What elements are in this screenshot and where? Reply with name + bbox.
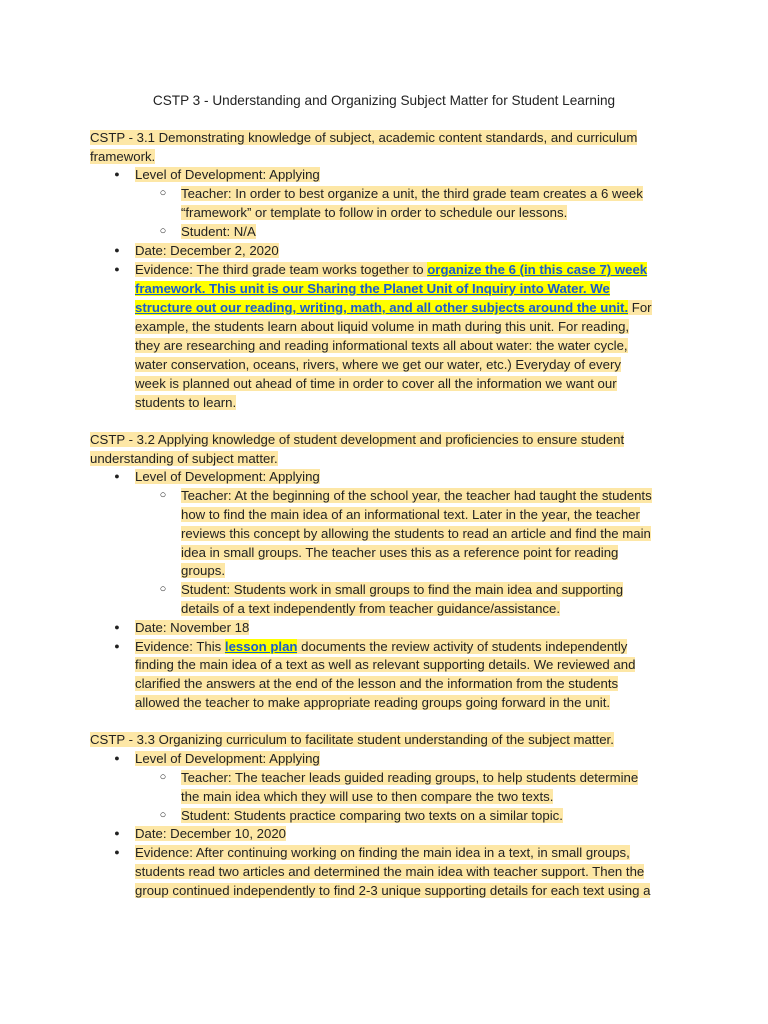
evidence-text: Evidence: This [135, 639, 225, 654]
bullet-icon: ● [114, 622, 120, 632]
level-of-development: Level of Development: Applying [135, 469, 320, 484]
evidence-link-cont[interactable]: framework. This unit is our Sharing the Planet Unit of Inquiry into Water. We [135, 281, 610, 296]
sub-bullet-icon: ○ [159, 583, 167, 595]
bullet-icon: ● [114, 245, 120, 255]
teacher-note-cont: idea in small groups. The teacher uses this as a reference point for reading [181, 545, 619, 560]
bullet-icon: ● [114, 828, 120, 838]
bullet-icon: ● [114, 471, 120, 481]
student-note: Student: N/A [181, 224, 256, 239]
student-note: Student: Students work in small groups to find the main idea and supporting [181, 582, 624, 597]
section-heading-cont: framework. [90, 149, 156, 164]
section-heading: CSTP - 3.3 Organizing curriculum to facilitate student understanding of the subject matter. [90, 732, 614, 747]
evidence-text: allowed the teacher to make appropriate reading groups going forward in the unit. [135, 695, 611, 710]
teacher-note-cont: groups. [181, 563, 225, 578]
evidence-text: Evidence: After continuing working on finding the main idea in a text, in small groups, [135, 845, 630, 860]
section-heading: CSTP - 3.1 Demonstrating knowledge of subject, academic content standards, and curriculum [90, 130, 638, 145]
date-entry: Date: December 2, 2020 [135, 243, 279, 258]
bullet-icon: ● [114, 169, 120, 179]
sub-bullet-icon: ○ [159, 771, 167, 783]
sub-bullet-icon: ○ [159, 225, 167, 237]
bullet-icon: ● [114, 847, 120, 857]
sub-bullet-icon: ○ [159, 809, 167, 821]
level-of-development: Level of Development: Applying [135, 751, 320, 766]
evidence-text: documents the review activity of students independently [297, 639, 628, 654]
teacher-note-cont: how to find the main idea of an informational text. Later in the year, the teacher [181, 507, 640, 522]
date-entry: Date: December 10, 2020 [135, 826, 287, 841]
evidence-text: they are researching and reading informational texts all about water: the water cycle, [135, 338, 628, 353]
section-heading: CSTP - 3.2 Applying knowledge of student development and proficiencies to ensure student [90, 432, 625, 447]
level-of-development: Level of Development: Applying [135, 167, 320, 182]
teacher-note: Teacher: In order to best organize a unit, the third grade team creates a 6 week [181, 186, 643, 201]
date-entry: Date: November 18 [135, 620, 250, 635]
bullet-icon: ● [114, 641, 120, 651]
page-title: CSTP 3 - Understanding and Organizing Subject Matter for Student Learning [152, 93, 616, 108]
teacher-note-cont: the main idea which they will use to then compare the two texts. [181, 789, 554, 804]
student-note-cont: details of a text independently from teacher guidance/assistance. [181, 601, 561, 616]
bullet-icon: ● [114, 264, 120, 274]
evidence-text: For [628, 300, 652, 315]
evidence-text: week is planned out ahead of time in order to cover all the information we want our [135, 376, 617, 391]
evidence-text: water conservation, oceans, rivers, where we get our water, etc.) Everyday of every [135, 357, 621, 372]
evidence-text: example, the students learn about liquid volume in math during this unit. For reading, [135, 319, 630, 334]
evidence-text: students to learn. [135, 395, 237, 410]
lesson-plan-link[interactable]: lesson plan [224, 639, 298, 654]
evidence-link[interactable]: organize the 6 (in this case 7) week [427, 262, 648, 277]
evidence-text: finding the main idea of a text as well as relevant supporting details. We reviewed and [135, 657, 636, 672]
sub-bullet-icon: ○ [159, 489, 167, 501]
teacher-note: Teacher: The teacher leads guided reading groups, to help students determine [181, 770, 639, 785]
section-heading-cont: understanding of subject matter. [90, 451, 278, 466]
evidence-text: clarified the answers at the end of the lesson and the information from the students [135, 676, 619, 691]
teacher-note: Teacher: At the beginning of the school year, the teacher had taught the students [181, 488, 652, 503]
evidence-text: students read two articles and determined the main idea with teacher support. Then the [135, 864, 645, 879]
bullet-icon: ● [114, 753, 120, 763]
evidence-text: group continued independently to find 2-3 unique supporting details for each text using a [135, 883, 651, 898]
teacher-note-cont: reviews this concept by allowing the students to read an article and find the main [181, 526, 651, 541]
teacher-note-cont: “framework” or template to follow in order to schedule our lessons. [181, 205, 568, 220]
evidence-text: Evidence: The third grade team works together to [135, 262, 428, 277]
evidence-link-cont[interactable]: structure out our reading, writing, math, and all other subjects around the unit. [135, 300, 629, 315]
student-note: Student: Students practice comparing two texts on a similar topic. [181, 808, 563, 823]
sub-bullet-icon: ○ [159, 187, 167, 199]
